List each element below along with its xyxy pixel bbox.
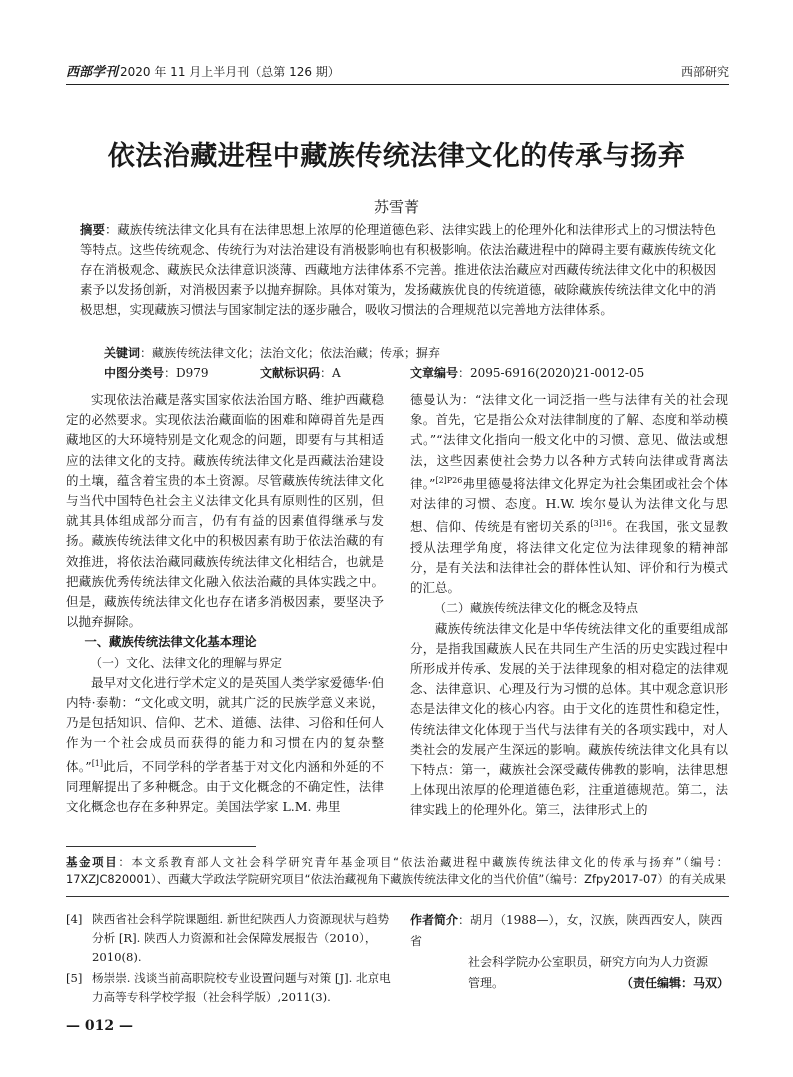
header-rule [66, 84, 729, 85]
article-author: 苏雪菁 [373, 198, 419, 216]
journal-logo: 西部学刊 [66, 65, 119, 80]
running-header [66, 58, 729, 82]
reference-list [66, 910, 392, 1009]
subsection-heading: （二）藏族传统法律文化的概念及特点 [434, 601, 639, 616]
funding-note: 基金项目：本文系教育部人文社会科学研究青年基金项目“依法治藏进程中藏族传统法律文化的传承与扬弃”（编号：17XZJC820001）、西藏大学政法学院研究项目“依法治藏视角下藏族传统法律文化的当代价值”（编号：Zfpy2017-07）的有关成果 [66, 855, 728, 886]
page-number: — 012 — [66, 1018, 133, 1034]
paragraph: 最早对文化进行学术定义的是英国人类学家爱德华·伯内特·泰勒：“文化或文明，就其广泛的民族学意义来说，乃是包括知识、信仰、艺术、道德、法律、习俗和任何人作为一个社会成员而获得的能力和习惯在内的复杂整体。”[1]此后，不同学科的学者基于对文化内涵和外延的不同理解提出了多种概念。由于文化概念的不确定性，法律文化概念也存在多种界定。美国法学家 L.M. 弗里 [66, 674, 384, 815]
header-section: 西部研究 [680, 65, 729, 79]
article-title: 依法治藏进程中藏族传统法律文化的传承与扬弃 [107, 141, 686, 172]
keywords-text: ：藏族传统法律文化；法治文化；依法治藏；传承；摒弃 [140, 346, 441, 360]
author-bio: 作者简介：胡月（1988—），女，汉族，陕西西安人，陕西省 社会科学院办公室职员，研究方向为人力资源 管理。 [410, 913, 723, 990]
responsible-editor: （责任编辑：马双） [620, 976, 729, 990]
section-heading: 一、藏族传统法律文化基本理论 [84, 635, 257, 650]
header-issue: 西部学刊 2020 年 11 月上半月刊（总第 126 期） [66, 65, 340, 80]
body-column-left [66, 390, 384, 817]
citation: [2]P26 [435, 475, 463, 485]
keywords [104, 344, 440, 361]
doc-code: 文献标识码：A [260, 366, 341, 380]
paragraph: 实现依法治藏是落实国家依法治国方略、维护西藏稳定的必然要求。实现依法治藏面临的困难和障碍首先是西藏地区的大环境特别是文化观念的问题，即要有与其相适应的法律文化的支持。藏族传统法律文化是西藏法治建设的土壤，蕴含着宝贵的本土资源。尽管藏族传统法律文化与当代中国特色社会主义法律文化具有原则性的区别，但就其具体组成部分而言，仍有有益的因素值得继承与发扬。藏族传统法律文化中的积极因素有助于依法治藏的有效推进，将依法治藏同藏族传统法律文化相结合，也就是把藏族优秀传统法律文化融入依法治藏的具体实践之中。但是，藏族传统法律文化也存在诸多消极因素，要坚决予以抛弃摒除。 [66, 392, 384, 630]
author-bio-label: 作者简介 [410, 913, 459, 927]
paragraph: 德曼认为：“法律文化一词泛指一些与法律有关的社会现象。首先，它是指公众对法律制度的了解、态度和举动模式。”“法律文化指向一般文化中的习惯、意见、做法或想法，这些因素使社会势力以各种方式转向法律或背离法律。”$^{[2]P26}$弗里德曼将法律文化界定为社会集团或社会个体对法律的习惯、态度。H.W. 埃尔曼认为法律文化与思想、信仰、传统是有密切关系的$^{[3]16}$。在我国，张文显教授从法理学角度，将法律文化定位为法律现象的精神部分，是有关法和法律社会的群体性认知、评价和行为模式的汇总。 [410, 392, 728, 596]
section-rule [66, 896, 729, 897]
funding-label: 基金项目 [66, 855, 119, 869]
article-number: 文章编号：2095-6916(2020)21-0012-05 [410, 366, 645, 380]
abstract-label: 摘要 [80, 222, 105, 237]
citation: [1] [91, 758, 104, 768]
footnote-rule [66, 846, 256, 847]
citation: [3]16 [590, 519, 612, 529]
paragraph: 藏族传统法律文化是中华传统法律文化的重要组成部分，是指我国藏族人民在共同生产生活的历史实践过程中所形成并传承、发展的关于法律现象的相对稳定的法律观念、法律意识、心理及行为习惯的总体。其中观念意识形态是法律文化的核心内容。由于文化的连贯性和稳定性，传统法律文化体现于当代与法律有关的各项实践中，对人类社会的发展产生深远的影响。藏族传统法律文化具有以下特点：第一，藏族社会深受藏传佛教的影响，法律思想上体现出浓厚的伦理道德色彩，注重道德规范。第二，法律实践上的伦理外化。第三，法律形式上的 [410, 620, 728, 818]
abstract [80, 220, 716, 320]
subsection-heading: （一）文化、法律文化的理解与界定 [90, 655, 283, 670]
body-column-right [410, 390, 728, 821]
reference-item: [5] 杨崇崇. 浅谈当前高职院校专业设置问题与对策 [J]. 北京电力高等专科学校学报（社会科学版）,2011(3). [66, 971, 391, 1004]
clc-number: 中图分类号：D979 [104, 366, 209, 380]
abstract-text: ：藏族传统法律文化具有在法律思想上浓厚的伦理道德色彩、法律实践上的伦理外化和法律形式上的习惯法特色等特点。这些传统观念、传统行为对法治建设有消极影响也有积极影响。依法治藏进程中的障碍主要有藏族传统文化存在消极观念、藏族民众法律意识淡薄、西藏地方法律体系不完善。推进依法治藏应对西藏传统法律文化中的积极因素予以发扬创新，对消极因素予以抛弃摒除。具体对策为，发扬藏族优良的传统道德，破除藏族传统法律文化中的消极思想，实现藏族习惯法与国家制定法的逐步融合，吸收习惯法的合理规范以完善地方法律体系。 [80, 222, 717, 317]
reference-item: [4] 陕西省社会科学院课题组. 新世纪陕西人力资源现状与趋势分析 [R]. 陕西人力资源和社会保障发展报告（2010），2010(8). [66, 912, 390, 964]
keywords-label: 关键词 [104, 346, 141, 360]
